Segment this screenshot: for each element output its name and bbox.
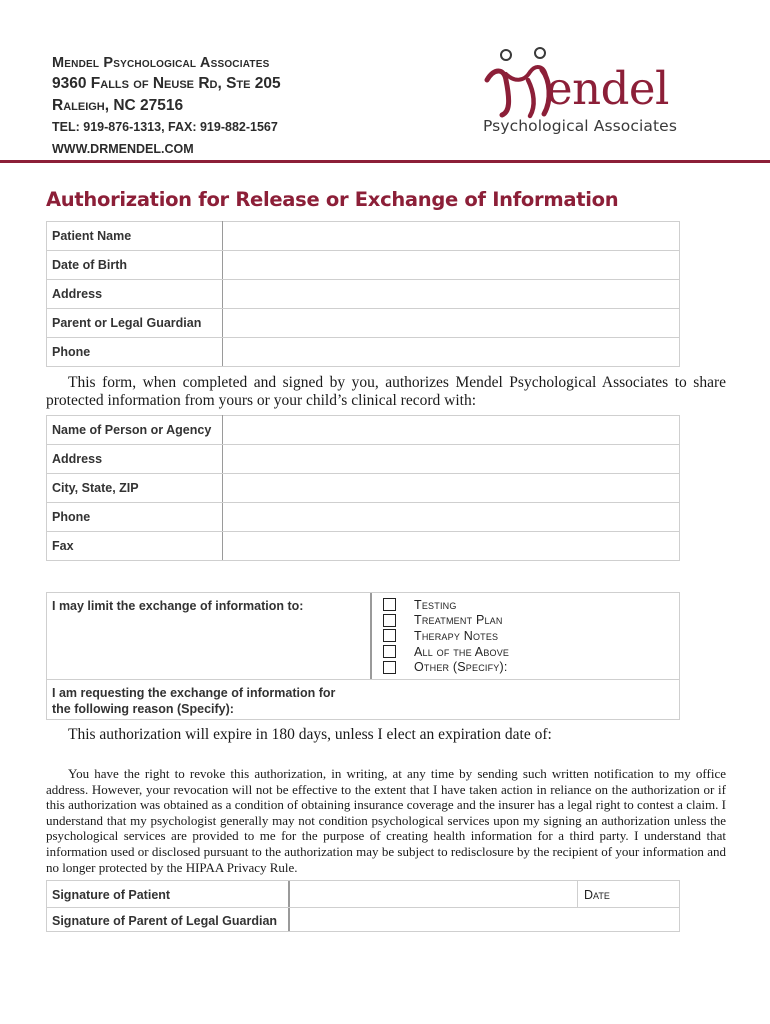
patient-address-field[interactable] [223,280,680,309]
column-divider [370,593,372,679]
patient-name-field[interactable] [223,222,680,251]
mendel-logo [480,40,710,145]
table-row [47,338,680,367]
limit-label: I may limit the exchange of information to: [52,599,304,613]
guardian-signature-label: Signature of Parent of Legal Guardian [52,914,278,928]
patient-info-table [46,221,680,367]
checkbox[interactable] [383,614,396,627]
logo-subtitle: Psychological Associates [483,117,677,135]
option-therapy-notes[interactable] [383,628,509,644]
phone-fax: TEL: 919-876-1313, FAX: 919-882-1567 [52,120,278,134]
table-row [47,222,680,251]
street-address: 9360 Falls of Neuse Rd, Ste 205 [52,75,281,92]
date-of-birth-field[interactable] [223,251,680,280]
rights-paragraph: You have the right to revoke this authorization, in writing, at any time by sending such written notification to my office address. However, your revocation will not be effective to the extent that I have taken action in reliance on the authorization or if this authorization was obtained as a condition of obtaining insurance coverage and the insurer has a legal right to contest a claim. I understand that my psychologist generally may not condition psychological services upon my signing an authorization unless the psychological services are provided to me for the purpose of creating health information for a third party. I understand that information used or disclosed pursuant to the authorization may be subject to redisclosure by the recipient of your information and no longer protected by the HIPAA Privacy Rule. [46,766,726,875]
form-title: Authorization for Release or Exchange of Information [46,188,619,211]
reason-label: I am requesting the exchange of information for the following reason (Specify): [52,686,336,716]
recipient-name-label: Name of Person or Agency [47,416,223,445]
table-row [47,416,680,445]
signature-section [46,880,680,932]
date-of-birth-label: Date of Birth [47,251,223,280]
patient-phone-field[interactable] [223,338,680,367]
option-label: Therapy Notes [414,628,499,643]
table-row [47,532,680,561]
recipient-address-label: Address [47,445,223,474]
table-row [47,474,680,503]
date-label: Date [584,888,610,902]
limit-exchange-section [46,592,680,720]
recipient-phone-label: Phone [47,503,223,532]
option-label: Testing [414,597,457,612]
expiry-statement: This authorization will expire in 180 days, unless I elect an expiration date of: [68,726,552,743]
checkbox[interactable] [383,629,396,642]
website-link[interactable]: WWW.DRMENDEL.COM [52,142,194,156]
recipient-fax-field[interactable] [223,532,680,561]
option-other[interactable] [383,659,509,675]
option-label: Treatment Plan [414,613,503,628]
row-divider [47,907,679,908]
practice-name: Mendel Psychological Associates [52,55,270,71]
option-all[interactable] [383,644,509,660]
recipient-name-field[interactable] [223,416,680,445]
option-label: All of the Above [414,644,510,659]
checkbox[interactable] [383,598,396,611]
table-row [47,445,680,474]
recipient-city-field[interactable] [223,474,680,503]
intro-paragraph: This form, when completed and signed by you, authorizes Mendel Psychological Associates to share protected information from yours or your child’s clinical record with: [46,374,726,409]
logo-wordmark: endel [546,62,669,115]
recipient-info-table [46,415,680,561]
limit-options [383,597,509,675]
city-state-zip: Raleigh, NC 27516 [52,97,184,114]
column-divider [288,881,290,931]
option-label: Other (Specify): [414,660,508,675]
recipient-phone-field[interactable] [223,503,680,532]
patient-address-label: Address [47,280,223,309]
option-testing[interactable] [383,597,509,613]
recipient-fax-label: Fax [47,532,223,561]
practice-address-block [52,53,281,158]
patient-name-label: Patient Name [47,222,223,251]
header-divider [0,160,770,163]
option-treatment-plan[interactable] [383,613,509,629]
checkbox[interactable] [383,661,396,674]
row-divider [47,679,679,680]
table-row [47,251,680,280]
checkbox[interactable] [383,645,396,658]
column-divider [577,881,578,907]
guardian-label: Parent or Legal Guardian [47,309,223,338]
table-row [47,503,680,532]
table-row [47,280,680,309]
recipient-city-label: City, State, ZIP [47,474,223,503]
patient-signature-label: Signature of Patient [52,888,171,902]
patient-phone-label: Phone [47,338,223,367]
guardian-field[interactable] [223,309,680,338]
recipient-address-field[interactable] [223,445,680,474]
table-row [47,309,680,338]
